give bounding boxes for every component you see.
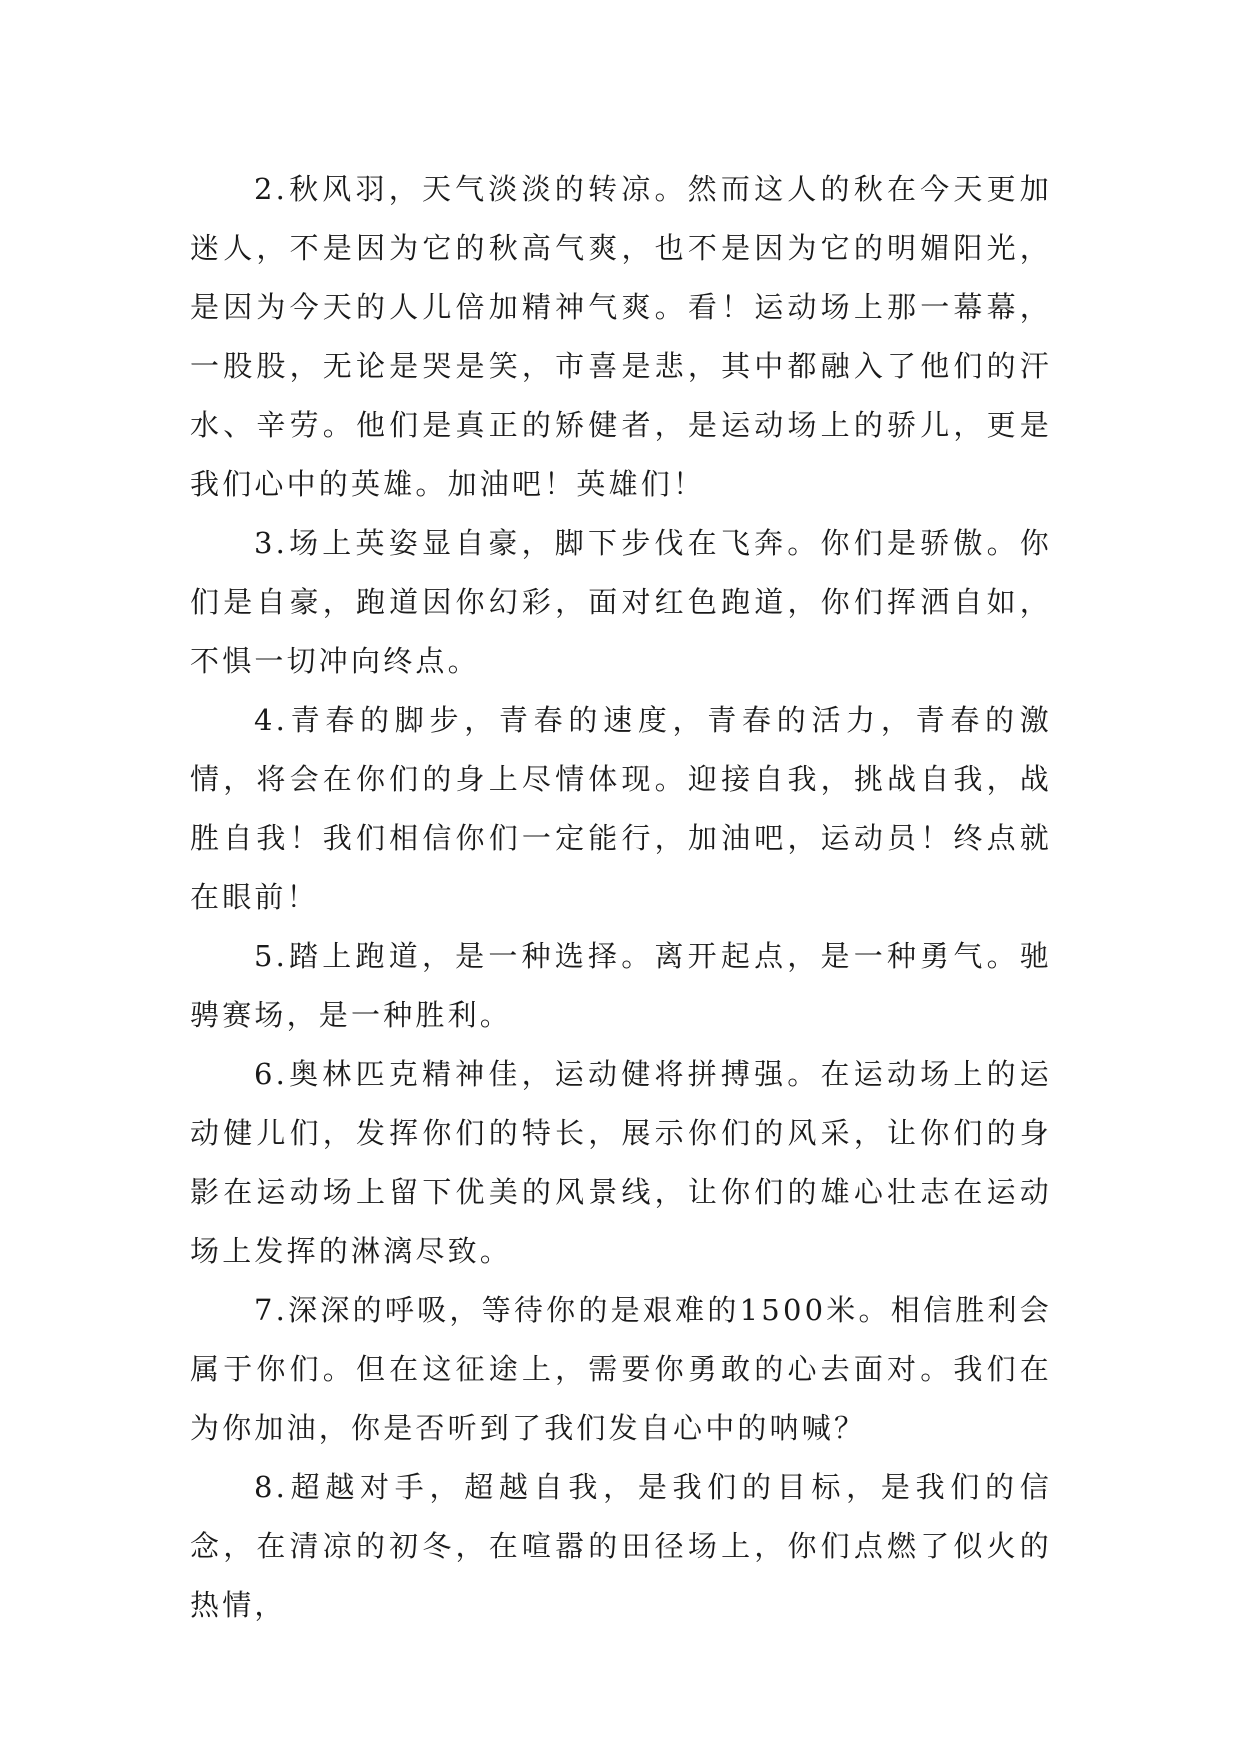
paragraph-2: 2.秋风羽，天气淡淡的转凉。然而这人的秋在今天更加迷人，不是因为它的秋高气爽，也不是因为它的明媚阳光，是因为今天的人儿倍加精神气爽。看！运动场上那一幕幕，一股股，无论是哭是笑，市喜是悲，其中都融入了他们的汗水、辛劳。他们是真正的矫健者，是运动场上的骄儿，更是我们心中的英雄。加油吧！英雄们！ (190, 172, 1052, 501)
paragraph-4: 4.青春的脚步，青春的速度，青春的活力，青春的激情，将会在你们的身上尽情体现。迎接自我，挑战自我，战胜自我！我们相信你们一定能行，加油吧，运动员！终点就在眼前！ (190, 703, 1052, 914)
paragraph-6: 6.奥林匹克精神佳，运动健将拼搏强。在运动场上的运动健儿们，发挥你们的特长，展示你们的风采，让你们的身影在运动场上留下优美的风景线，让你们的雄心壮志在运动场上发挥的淋漓尽致。 (190, 1057, 1052, 1268)
paragraph-3: 3.场上英姿显自豪，脚下步伐在飞奔。你们是骄傲。你们是自豪，跑道因你幻彩，面对红色跑道，你们挥洒自如，不惧一切冲向终点。 (190, 526, 1052, 678)
paragraph-8: 8.超越对手，超越自我，是我们的目标，是我们的信念，在清凉的初冬，在喧嚣的田径场上，你们点燃了似火的热情， (190, 1470, 1052, 1622)
document-body (190, 160, 1052, 1635)
paragraph-7: 7.深深的呼吸，等待你的是艰难的1500米。相信胜利会属于你们。但在这征途上，需要你勇敢的心去面对。我们在为你加油，你是否听到了我们发自心中的呐喊？ (190, 1293, 1052, 1445)
paragraph-5: 5.踏上跑道，是一种选择。离开起点，是一种勇气。驰骋赛场，是一种胜利。 (190, 939, 1052, 1032)
